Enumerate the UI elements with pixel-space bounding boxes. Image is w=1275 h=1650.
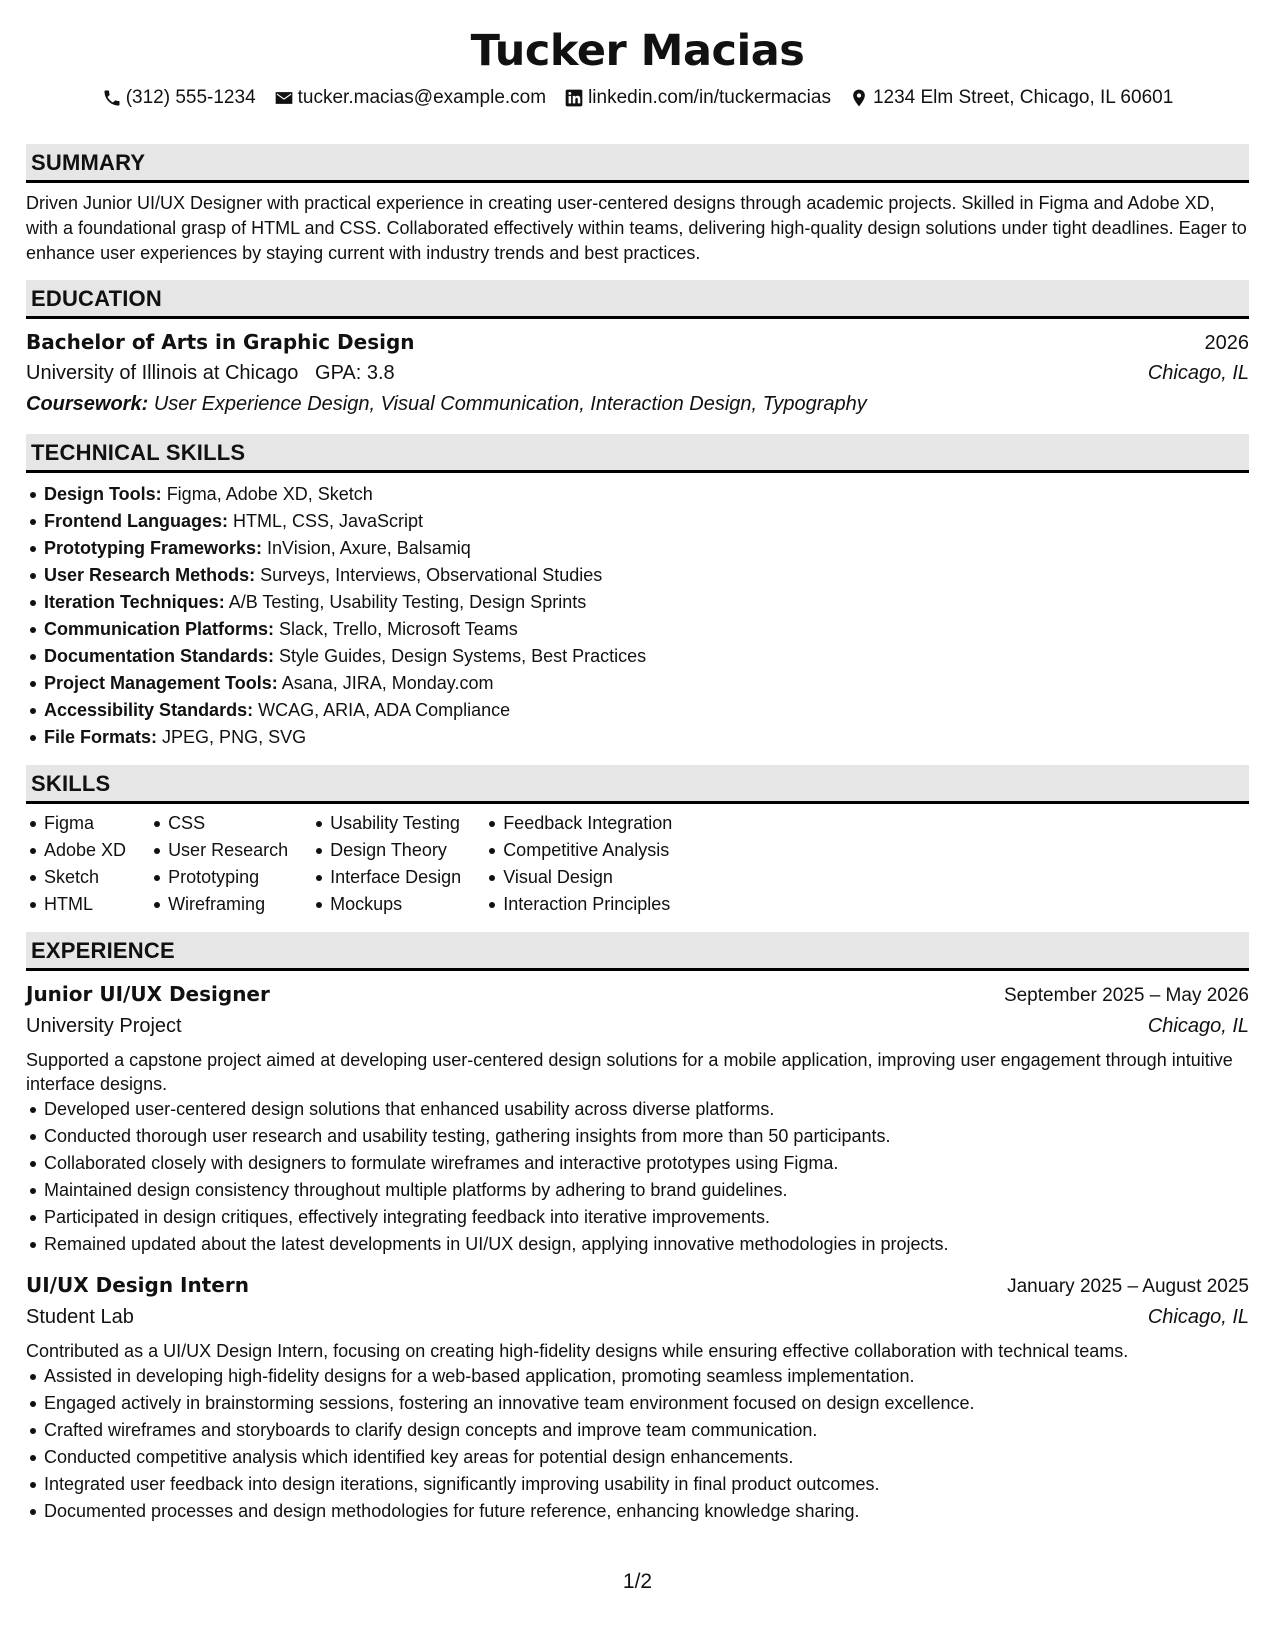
summary-section: [26, 144, 1249, 266]
list-item: Interaction Principles: [485, 891, 672, 918]
list-item: Visual Design: [485, 864, 672, 891]
skills-heading: SKILLS: [26, 765, 1249, 804]
education-entry: [26, 327, 1249, 420]
job-bullets: [26, 1363, 1249, 1525]
candidate-name: Tucker Macias: [470, 26, 805, 76]
technical-skills-list: [26, 481, 1249, 751]
skill-values: Surveys, Interviews, Observational Studies: [260, 565, 603, 585]
job-title: UI/UX Design Intern: [26, 1273, 249, 1297]
list-item: Adobe XD: [26, 837, 126, 864]
experience-section: [26, 932, 1249, 1525]
contact-email[interactable]: [274, 86, 546, 110]
list-item: Assisted in developing high-fidelity designs for a web-based application, promoting seamless implementation.: [26, 1363, 1249, 1390]
list-item: Collaborated closely with designers to formulate wireframes and interactive prototypes using Figma.: [26, 1150, 1249, 1177]
list-item: Figma: [26, 810, 126, 837]
list-item: Competitive Analysis: [485, 837, 672, 864]
skill-values: A/B Testing, Usability Testing, Design Sprints: [228, 592, 587, 612]
list-item: Design Theory: [312, 837, 461, 864]
education-section: [26, 280, 1249, 420]
location-pin-icon: [849, 88, 869, 108]
skill-values: HTML, CSS, JavaScript: [233, 511, 424, 531]
list-item: Usability Testing: [312, 810, 461, 837]
skills-column: [26, 810, 126, 918]
list-item: Remained updated about the latest developments in UI/UX design, applying innovative methodologies in projects.: [26, 1231, 1249, 1258]
resume-page: [26, 18, 1249, 1525]
skill-category: User Research Methods:: [44, 565, 256, 585]
skill-category: Documentation Standards:: [44, 646, 275, 666]
job-location: Chicago, IL: [1147, 1015, 1249, 1037]
list-item: [26, 643, 1249, 670]
list-item: Wireframing: [150, 891, 288, 918]
skill-category: Prototyping Frameworks:: [44, 538, 263, 558]
job-location: Chicago, IL: [1147, 1306, 1249, 1328]
envelope-icon: [274, 88, 294, 108]
skill-values: Asana, JIRA, Monday.com: [281, 673, 494, 693]
list-item: Interface Design: [312, 864, 461, 891]
list-item: [26, 724, 1249, 751]
list-item: Mockups: [312, 891, 461, 918]
job-organization: Student Lab: [26, 1306, 134, 1328]
skill-values: WCAG, ARIA, ADA Compliance: [258, 700, 511, 720]
coursework-label: Coursework:: [26, 393, 149, 415]
list-item: Engaged actively in brainstorming sessions, fostering an innovative team environment focused on design excellence.: [26, 1390, 1249, 1417]
skills-section: [26, 765, 1249, 918]
job-description: Contributed as a UI/UX Design Intern, focusing on creating high-fidelity designs while ensuring effective collaboration with technical teams.: [26, 1341, 1129, 1361]
linkedin-text: linkedin.com/in/tuckermacias: [588, 87, 831, 108]
job-dates: January 2025 – August 2025: [1007, 1276, 1249, 1297]
education-heading: EDUCATION: [26, 280, 1249, 319]
list-item: Maintained design consistency throughout multiple platforms by adhering to brand guidelines.: [26, 1177, 1249, 1204]
list-item: [26, 589, 1249, 616]
job-organization: University Project: [26, 1015, 182, 1037]
list-item: [26, 670, 1249, 697]
address-text: 1234 Elm Street, Chicago, IL 60601: [872, 87, 1174, 108]
list-item: [26, 481, 1249, 508]
skill-values: JPEG, PNG, SVG: [162, 727, 307, 747]
technical-skills-section: [26, 434, 1249, 751]
phone-text: (312) 555-1234: [125, 87, 256, 108]
list-item: HTML: [26, 891, 126, 918]
technical-skills-heading: TECHNICAL SKILLS: [26, 434, 1249, 473]
list-item: Developed user-centered design solutions that enhanced usability across diverse platforms.: [26, 1096, 1249, 1123]
school-line: [26, 358, 395, 389]
list-item: Documented processes and design methodologies for future reference, enhancing knowledge sharing.: [26, 1498, 1249, 1525]
list-item: CSS: [150, 810, 288, 837]
skill-values: InVision, Axure, Balsamiq: [267, 538, 471, 558]
list-item: [26, 535, 1249, 562]
job-title: Junior UI/UX Designer: [26, 982, 270, 1006]
list-item: User Research: [150, 837, 288, 864]
skill-values: Slack, Trello, Microsoft Teams: [279, 619, 518, 639]
job-description: Supported a capstone project aimed at developing user-centered design solutions for a mobile application, improving user engagement through intuitive interface designs.: [26, 1050, 1233, 1094]
skill-category: File Formats:: [44, 727, 158, 747]
list-item: Feedback Integration: [485, 810, 672, 837]
summary-heading: SUMMARY: [26, 144, 1249, 183]
job-entry: [26, 979, 1249, 1258]
skill-values: Style Guides, Design Systems, Best Practices: [279, 646, 647, 666]
skill-category: Frontend Languages:: [44, 511, 228, 531]
gpa: GPA: 3.8: [315, 362, 395, 384]
degree-title: Bachelor of Arts in Graphic Design: [26, 330, 415, 354]
skill-category: Design Tools:: [44, 484, 162, 504]
summary-text: Driven Junior UI/UX Designer with practical experience in creating user-centered designs through academic projects. Skilled in Figma and Adobe XD, with a foundational grasp of HTML and CSS. Collaborated effectively within teams, delivering high-quality design solutions under tight deadlines. Eager to enhance user experiences by staying current with industry trends and best practices.: [26, 193, 1247, 263]
email-text: tucker.macias@example.com: [297, 87, 547, 108]
list-item: Integrated user feedback into design iterations, significantly improving usability in final product outcomes.: [26, 1471, 1249, 1498]
skill-category: Project Management Tools:: [44, 673, 278, 693]
skill-category: Communication Platforms:: [44, 619, 275, 639]
school-name: University of Illinois at Chicago: [26, 362, 299, 384]
education-location: Chicago, IL: [1147, 362, 1249, 384]
contact-linkedin[interactable]: [564, 86, 831, 110]
list-item: Sketch: [26, 864, 126, 891]
job-bullets: [26, 1096, 1249, 1258]
job-dates: September 2025 – May 2026: [1003, 985, 1249, 1006]
job-entry: [26, 1270, 1249, 1525]
skill-category: Accessibility Standards:: [44, 700, 254, 720]
contact-phone[interactable]: [102, 86, 256, 110]
list-item: Conducted thorough user research and usability testing, gathering insights from more than 50 participants.: [26, 1123, 1249, 1150]
experience-heading: EXPERIENCE: [26, 932, 1249, 971]
phone-icon: [102, 88, 122, 108]
skills-column: [485, 810, 672, 918]
list-item: [26, 616, 1249, 643]
skills-grid: [26, 810, 1249, 918]
list-item: [26, 562, 1249, 589]
coursework-list: User Experience Design, Visual Communication, Interaction Design, Typography: [153, 393, 867, 415]
list-item: Prototyping: [150, 864, 288, 891]
contact-address: [849, 86, 1173, 110]
coursework-line: [26, 389, 1249, 420]
list-item: Crafted wireframes and storyboards to clarify design concepts and improve team communication.: [26, 1417, 1249, 1444]
page-number: 1/2: [622, 1570, 653, 1593]
skill-values: Figma, Adobe XD, Sketch: [166, 484, 373, 504]
list-item: Conducted competitive analysis which identified key areas for potential design enhancements.: [26, 1444, 1249, 1471]
list-item: [26, 508, 1249, 535]
linkedin-icon: [564, 88, 584, 108]
skills-column: [150, 810, 288, 918]
skill-category: Iteration Techniques:: [44, 592, 225, 612]
list-item: Participated in design critiques, effectively integrating feedback into iterative improvements.: [26, 1204, 1249, 1231]
graduation-year: 2026: [1204, 332, 1249, 354]
skills-column: [312, 810, 461, 918]
list-item: [26, 697, 1249, 724]
contact-bar: [26, 86, 1249, 110]
